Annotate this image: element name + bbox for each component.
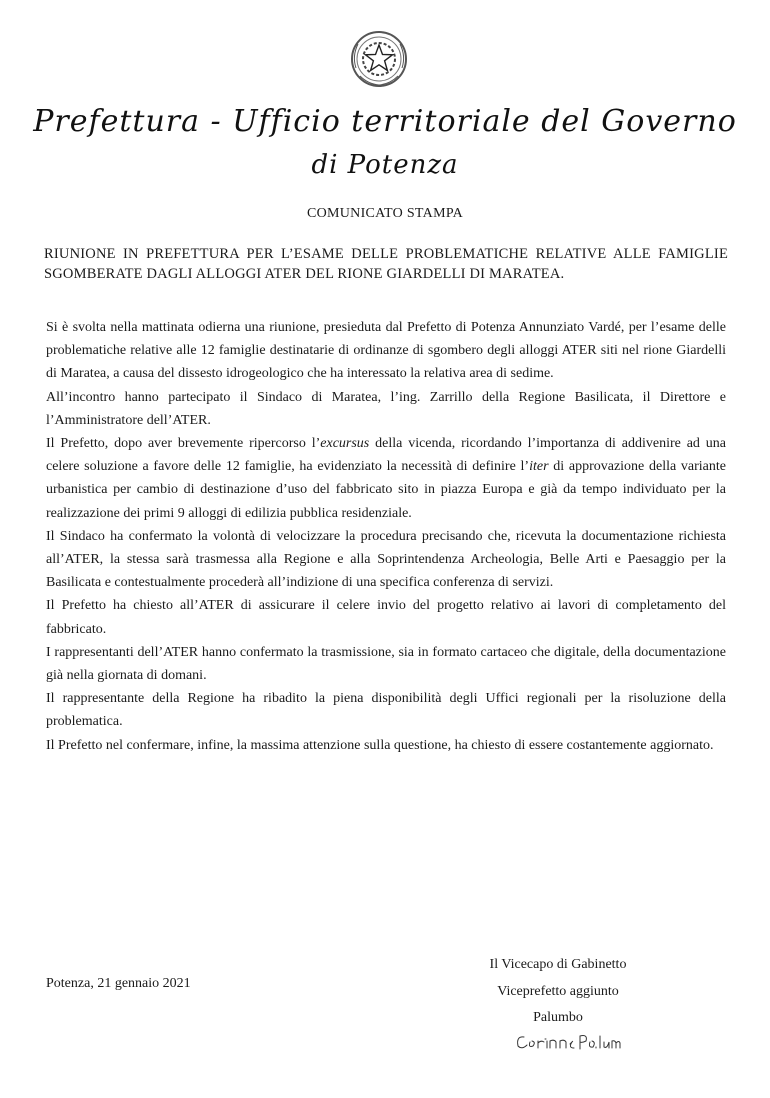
italian-republic-emblem-icon bbox=[348, 28, 410, 90]
body-paragraph: Il Prefetto, dopo aver brevemente ripercorso l’excursus della vicenda, ricordando l’importanza di addivenire ad una celere soluzione a favore delle 12 famiglie, ha evidenziato la necessità di definire l’iter di approvazione della variante urbanistica per cambio di destinazione d’uso del fabbricato sito in piazza Europa e già da tempo individuato per la realizzazione dei primi 9 alloggi di edilizia pubblica residenziale. bbox=[46, 436, 726, 521]
body-paragraph: I rappresentanti dell’ATER hanno confermato la trasmissione, sia in formato cartaceo che digitale, della documentazione già nella giornata di domani. bbox=[46, 644, 726, 684]
signatory-name: Palumbo bbox=[533, 1010, 583, 1025]
signatory-role: Il Vicecapo di Gabinetto bbox=[489, 957, 627, 972]
body-paragraph: Il Prefetto nel confermare, infine, la massima attenzione sulla questione, ha chiesto di essere costantemente aggiornato. bbox=[46, 737, 714, 753]
document-title: COMUNICATO STAMPA bbox=[306, 206, 464, 221]
signatory-title: Viceprefetto aggiunto bbox=[497, 984, 619, 999]
body-paragraph: Il Sindaco ha confermato la volontà di velocizzare la procedura precisando che, ricevuta la documentazione richiesta all’ATER, la stessa sarà trasmessa alla Regione e alla Soprintendenza Archeologia, Belle Arti e Paesaggio per la Basilicata e contestualmente procederà all’indizione di una specifica conferenza di servizi. bbox=[46, 528, 726, 591]
letterhead-subtitle: di Potenza bbox=[311, 150, 459, 180]
document-date: Potenza, 21 gennaio 2021 bbox=[46, 976, 191, 991]
document-body bbox=[46, 316, 726, 757]
letterhead-title: Prefettura - Ufficio territoriale del Governo bbox=[33, 104, 737, 139]
body-paragraph: Il rappresentante della Regione ha ribadito la piena disponibilità degli Uffici regionali per la risoluzione della problematica. bbox=[46, 691, 726, 730]
document-subject: RIUNIONE IN PREFETTURA PER L’ESAME DELLE PROBLEMATICHE RELATIVE ALLE FAMIGLIE SGOMBERATE DAGLI ALLOGGI ATER DEL RIONE GIARDELLI DI MARATEA. bbox=[44, 246, 728, 282]
body-paragraph: All’incontro hanno partecipato il Sindaco di Maratea, l’ing. Zarrillo della Regione Basilicata, il Direttore e l’Amministratore dell’ATER. bbox=[46, 389, 726, 428]
handwritten-signature bbox=[514, 1030, 624, 1056]
body-paragraph: Il Prefetto ha chiesto all’ATER di assicurare il celere invio del progetto relativo ai lavori di completamento del fabbricato. bbox=[46, 598, 726, 637]
body-paragraph: Si è svolta nella mattinata odierna una riunione, presieduta dal Prefetto di Potenza Annunziato Vardé, per l’esame delle problematiche relative alle 12 famiglie destinatarie di ordinanze di sgombero degli alloggi ATER siti nel rione Giardelli di Maratea, a causa del dissesto idrogeologico che ha interessato la relativa area di sedime. bbox=[46, 320, 726, 382]
